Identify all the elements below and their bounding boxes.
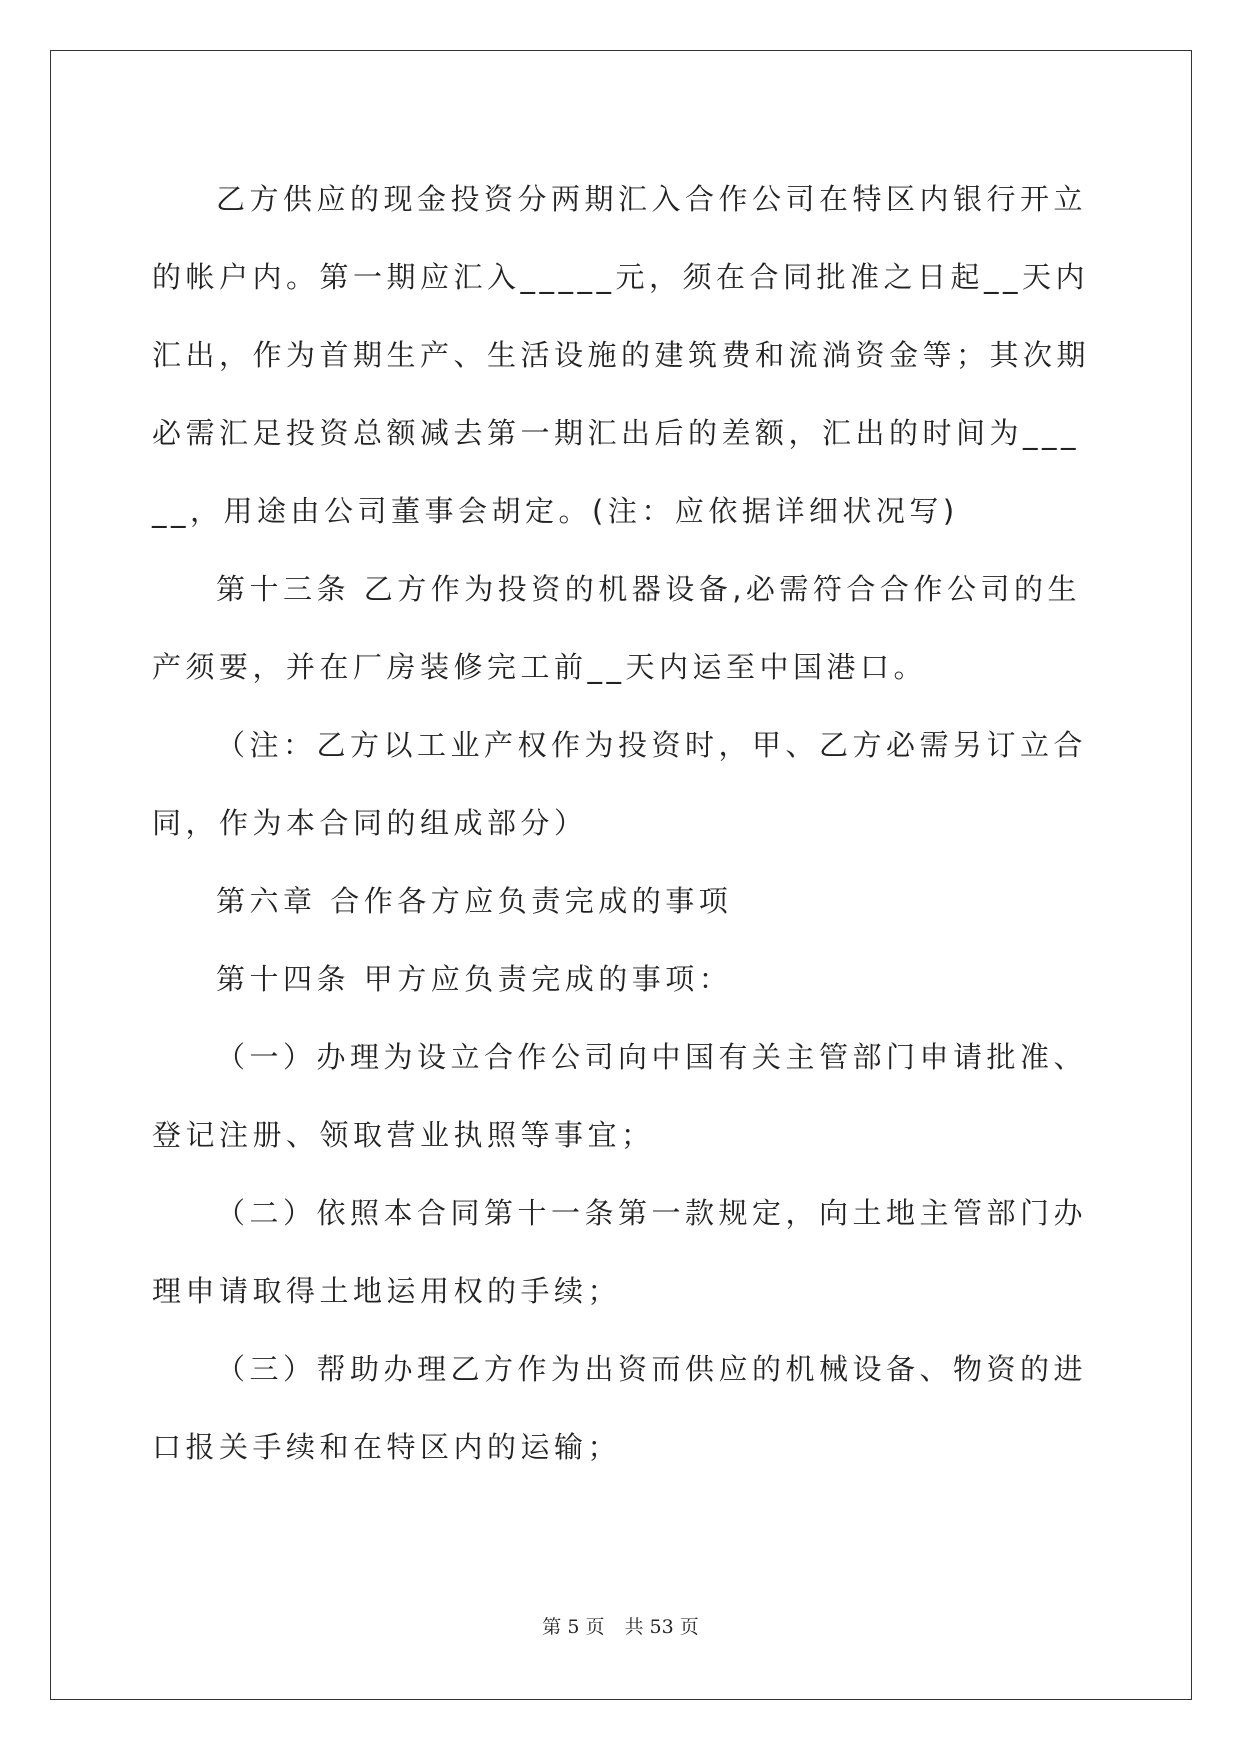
document-body xyxy=(152,160,1090,1486)
paragraph-article-14: 第十四条 甲方应负责完成的事项： xyxy=(216,962,733,996)
paragraph-article-13: 第十三条 乙方作为投资的机器设备,必需符合合作公司的生产须要，并在厂房装修完工前__天内运至中国港口。 xyxy=(152,572,1081,684)
page-footer xyxy=(0,1612,1241,1639)
paragraph-item-2: （二）依照本合同第十一条第一款规定，向土地主管部门办理申请取得土地运用权的手续； xyxy=(152,1196,1088,1308)
paragraph-item-1: （一）办理为设立合作公司向中国有关主管部门申请批准、登记注册、领取营业执照等事宜； xyxy=(152,1040,1088,1152)
paragraph-item-3: （三）帮助办理乙方作为出资而供应的机械设备、物资的进口报关手续和在特区内的运输； xyxy=(152,1352,1088,1464)
page-total: 共 53 页 xyxy=(624,1616,699,1638)
page-number: 第 5 页 xyxy=(542,1616,605,1638)
chapter-6-heading: 第六章 合作各方应负责完成的事项 xyxy=(216,884,733,918)
paragraph-note-industrial-property: （注：乙方以工业产权作为投资时，甲、乙方必需另订立合同，作为本合同的组成部分） xyxy=(152,728,1088,840)
paragraph-cash-investment: 乙方供应的现金投资分两期汇入合作公司在特区内银行开立的帐户内。第一期应汇入_____元，须在合同批准之日起__天内汇出，作为首期生产、生活设施的建筑费和流淌资金等；其次期必需汇足投资总额减去第一期汇出后的差额，汇出的时间为_____，用途由公司董事会胡定。(注：应依据详细状况写) xyxy=(152,182,1091,528)
